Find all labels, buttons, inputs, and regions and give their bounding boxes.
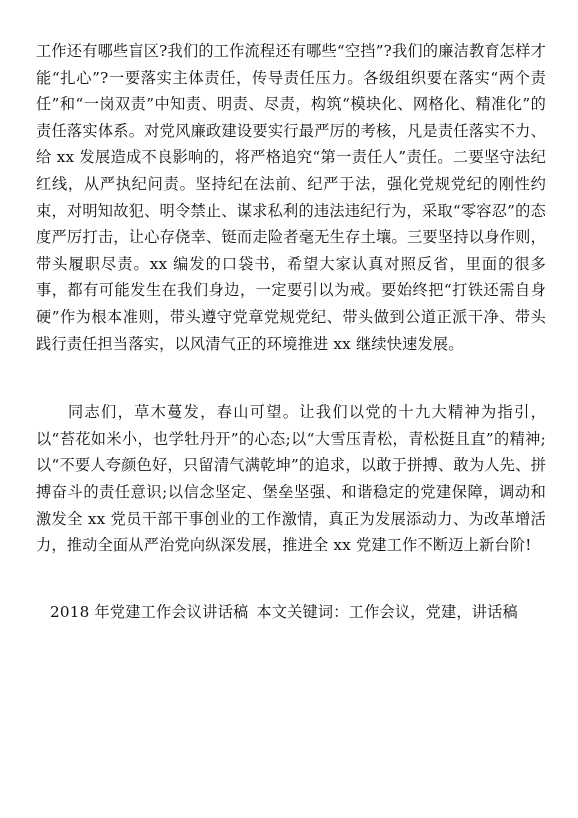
body-paragraph-1: 工作还有哪些盲区?我们的工作流程还有哪些“空挡”?我们的廉洁教育怎样才能“扎心”?一要落实主体责任，传导责任压力。各级组织要在落实“两个责任”和“一岗双责”中知责、明责、尽责，构筑“模块化、网格化、精准化”的责任落实体系。对党风廉政建设要实行最严厉的考核，凡是责任落实不力、给 xx 发展造成不良影响的，将严格追究“第一责任人”责任。二要坚守法纪红线，从严执纪问责。坚持纪在法前、纪严于法，强化党规党纪的刚性约束，对明知故犯、明令禁止、谋求私利的违法违纪行为，采取“零容忍”的态度严厉打击，让心存侥幸、铤而走险者毫无生存土壤。三要坚持以身作则，带头履职尽责。xx 编发的口袋书，希望大家认真对照反省，里面的很多事，都有可能发生在我们身边，一定要引以为戒。要始终把“打铁还需自身硬”作为根本准则，带头遵守党章党规党纪、带头做到公道正派干净、带头践行责任担当落实，以风清气正的环境推进 xx 继续快速发展。 [36,42,546,353]
body-paragraph-2: 同志们，草木蔓发，春山可望。让我们以党的十九大精神为指引，以“苔花如米小，也学牡丹开”的心态;以“大雪压青松，青松挺且直”的精神;以“不要人夸颜色好，只留清气满乾坤”的追求，以敢于拼搏、敢为人先、拼搏奋斗的责任意识;以信念坚定、堡垒坚强、和谐稳定的党建保障，调动和激发全 xx 党员干部干事创业的工作激情，真正为发展添动力、为改革增活力，推动全面从严治党向纵深发展，推进全 xx 党建工作不断迈上新台阶! [36,403,546,555]
paragraph-spacer [36,559,546,599]
document-title: 2018 年党建工作会议讲话稿 [50,602,249,621]
document-keywords: 本文关键词：工作会议，党建，讲话稿 [256,602,518,621]
paragraph-spacer [36,357,546,399]
document-footer [36,599,546,625]
document-page [36,38,546,625]
